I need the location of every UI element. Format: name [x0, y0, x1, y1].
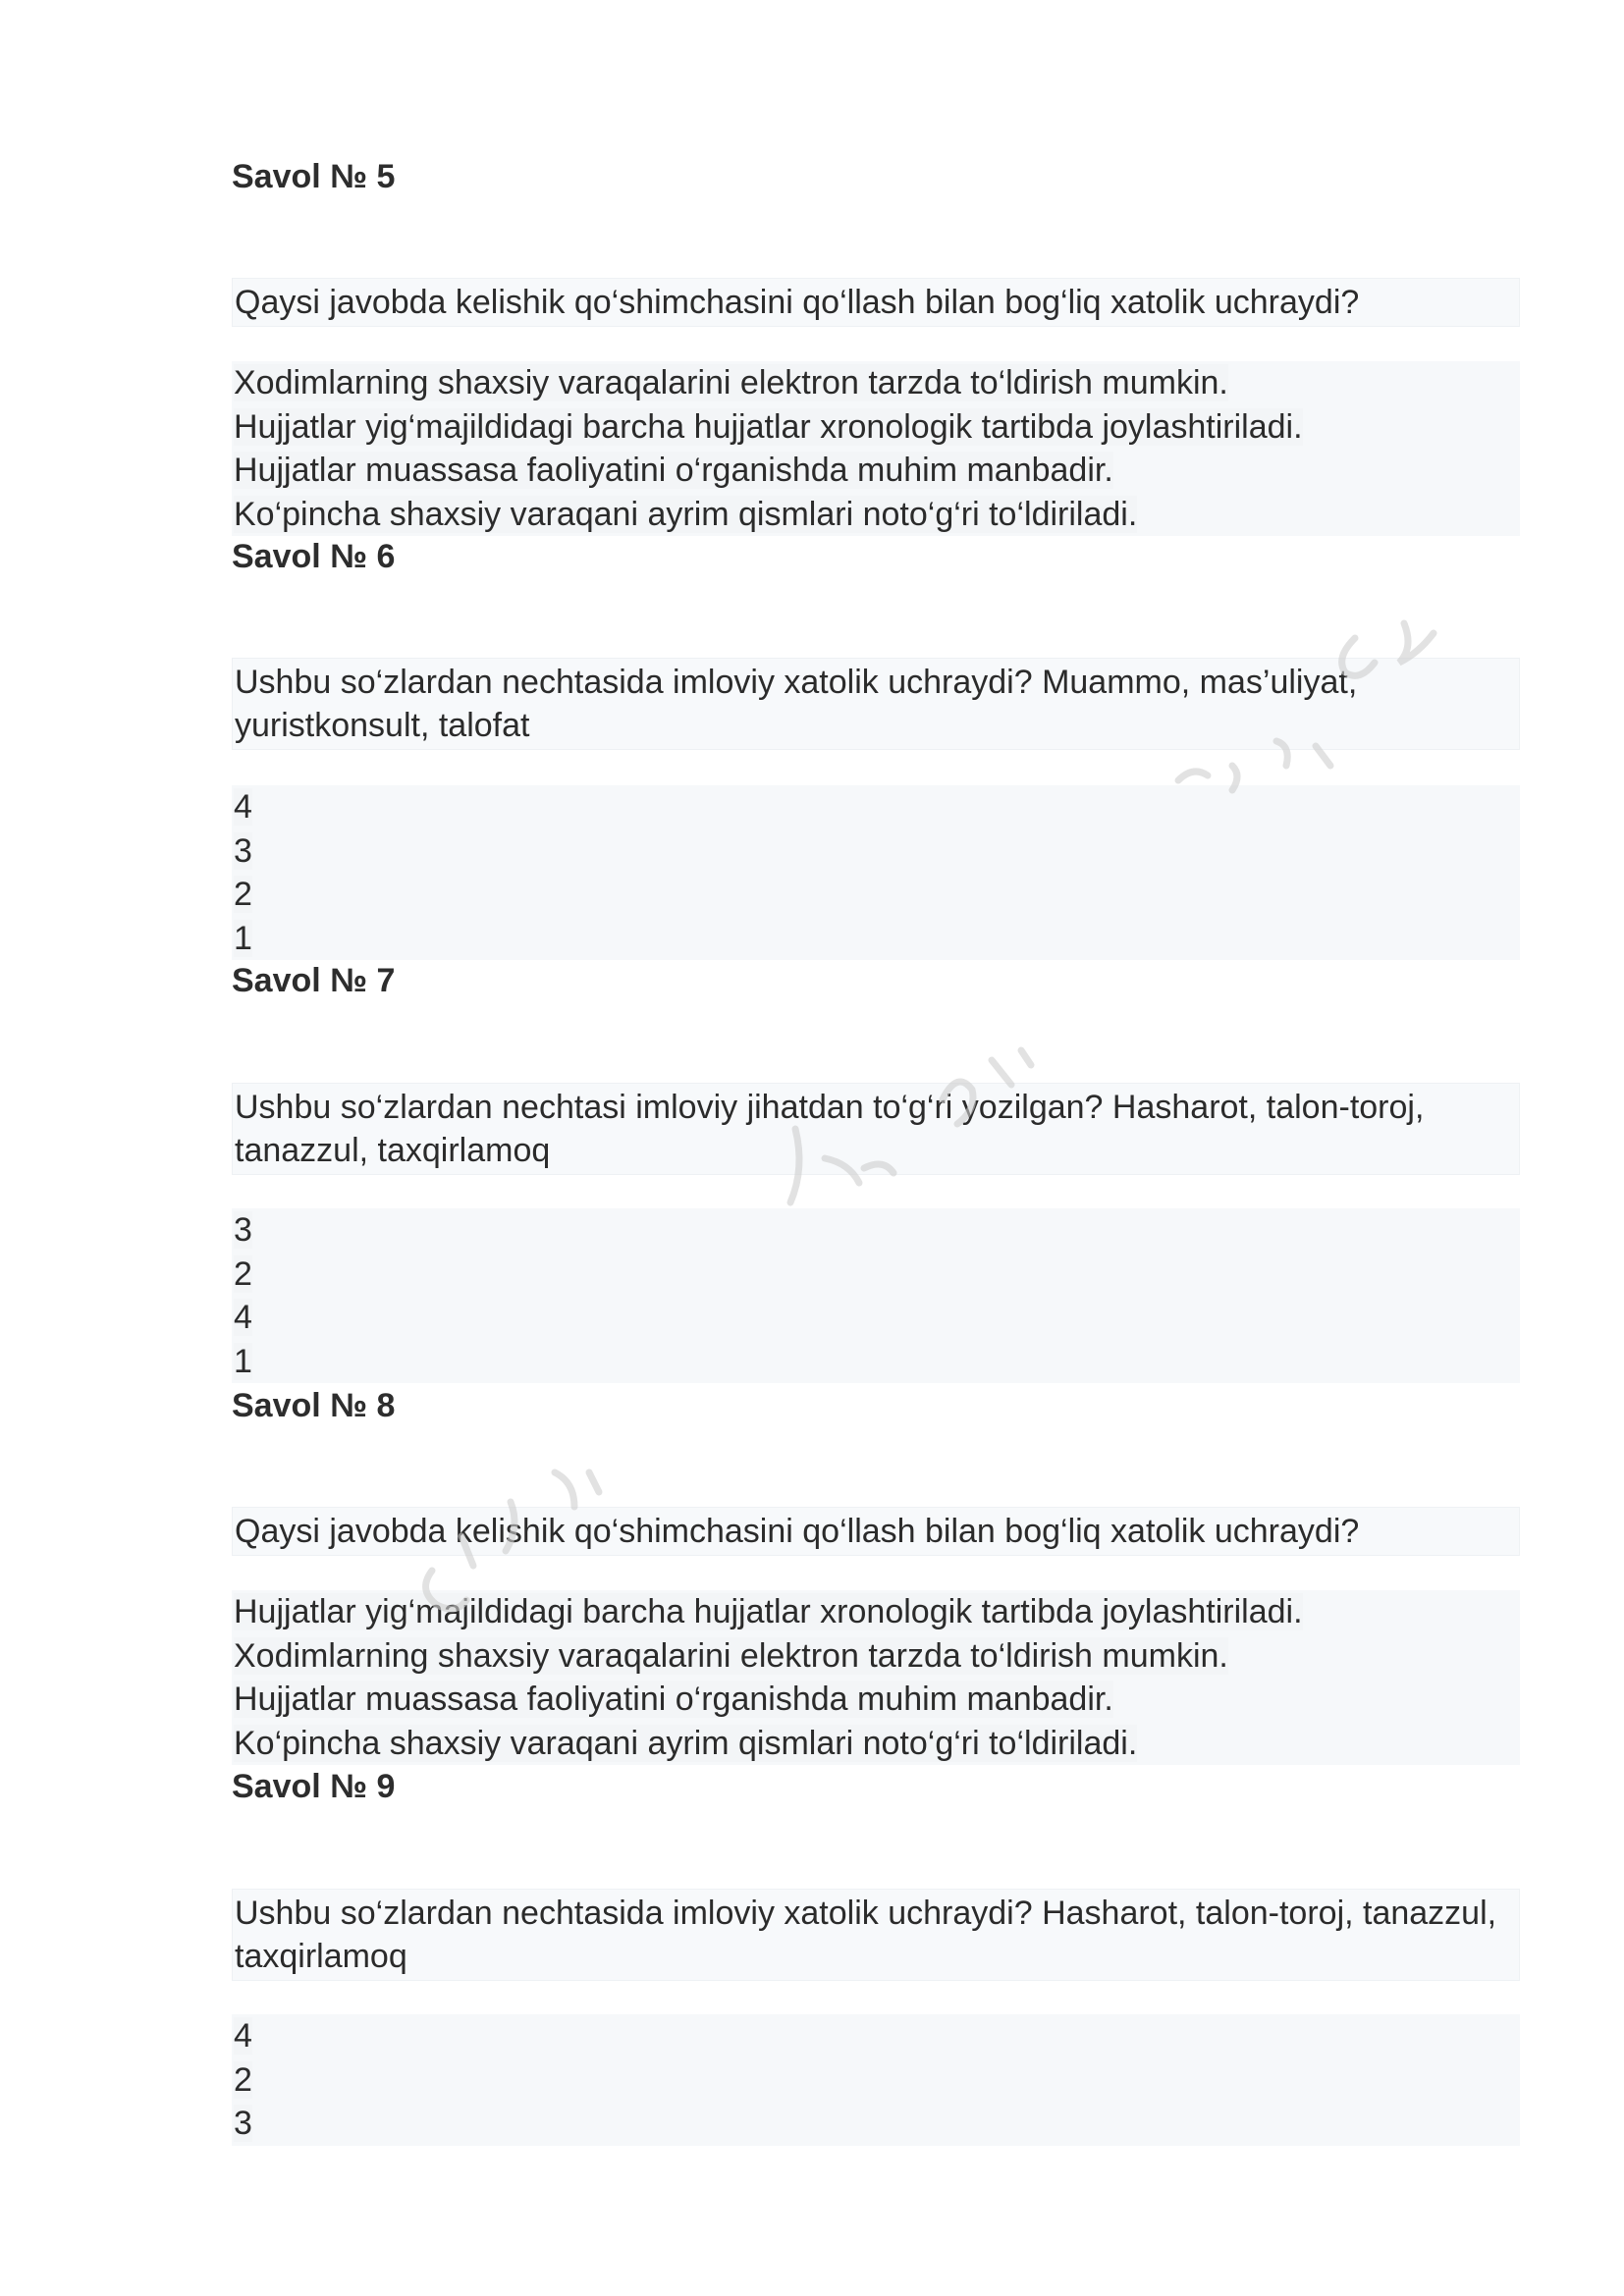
- question-title: Savol № 8: [232, 1387, 396, 1424]
- answer-option[interactable]: 3: [234, 1211, 252, 1249]
- question-title: Savol № 6: [232, 538, 396, 575]
- question-title: Savol № 7: [232, 962, 396, 999]
- answer-option[interactable]: 2: [234, 2060, 252, 2099]
- answer-option[interactable]: Ko‘pincha shaxsiy varaqani ayrim qismlari noto‘g‘ri to‘ldiriladi.: [234, 1724, 1138, 1762]
- answer-option[interactable]: Hujjatlar yig‘majildidagi barcha hujjatlar xronologik tartibda joylashtiriladi.: [234, 1593, 1303, 1630]
- question-title: Savol № 5: [232, 158, 396, 195]
- answer-option[interactable]: 3: [234, 2105, 252, 2142]
- answer-option[interactable]: Xodimlarning shaxsiy varaqalarini elektron tarzda to‘ldirish mumkin.: [234, 364, 1228, 401]
- answer-option[interactable]: Hujjatlar muassasa faoliyatini o‘rganishda muhim manbadir.: [234, 1681, 1113, 1718]
- answer-option[interactable]: 1: [234, 1342, 252, 1380]
- answer-option[interactable]: 2: [234, 1255, 252, 1293]
- answer-option[interactable]: Hujjatlar yig‘majildidagi barcha hujjatlar xronologik tartibda joylashtiriladi.: [234, 407, 1303, 446]
- answer-option[interactable]: 4: [234, 2017, 252, 2055]
- answer-option[interactable]: 4: [234, 788, 252, 826]
- question-text: Ushbu so‘zlardan nechtasida imloviy xatolik uchraydi? Hasharot, talon-toroj, tanazzul, taxqirlamoq: [232, 1889, 1520, 1981]
- answer-option[interactable]: Hujjatlar muassasa faoliyatini o‘rganishda muhim manbadir.: [234, 452, 1113, 489]
- answer-option[interactable]: 3: [234, 831, 252, 870]
- question-text: Qaysi javobda kelishik qo‘shimchasini qo‘llash bilan bog‘liq xatolik uchraydi?: [232, 1507, 1520, 1556]
- answer-option[interactable]: Ko‘pincha shaxsiy varaqani ayrim qismlari noto‘g‘ri to‘ldiriladi.: [234, 495, 1138, 533]
- answer-option[interactable]: 1: [234, 919, 252, 957]
- question-text: Qaysi javobda kelishik qo‘shimchasini qo‘llash bilan bog‘liq xatolik uchraydi?: [232, 278, 1520, 327]
- question-text: Ushbu so‘zlardan nechtasida imloviy xatolik uchraydi? Muammo, mas’uliyat, yuristkonsult, talofat: [232, 658, 1520, 750]
- answer-option[interactable]: Xodimlarning shaxsiy varaqalarini elektron tarzda to‘ldirish mumkin.: [234, 1636, 1228, 1675]
- answer-option[interactable]: 2: [234, 876, 252, 913]
- answer-option[interactable]: 4: [234, 1299, 252, 1336]
- question-title: Savol № 9: [232, 1768, 396, 1805]
- question-text: Ushbu so‘zlardan nechtasi imloviy jihatdan to‘g‘ri yozilgan? Hasharot, talon-toroj, tanazzul, taxqirlamoq: [232, 1083, 1520, 1175]
